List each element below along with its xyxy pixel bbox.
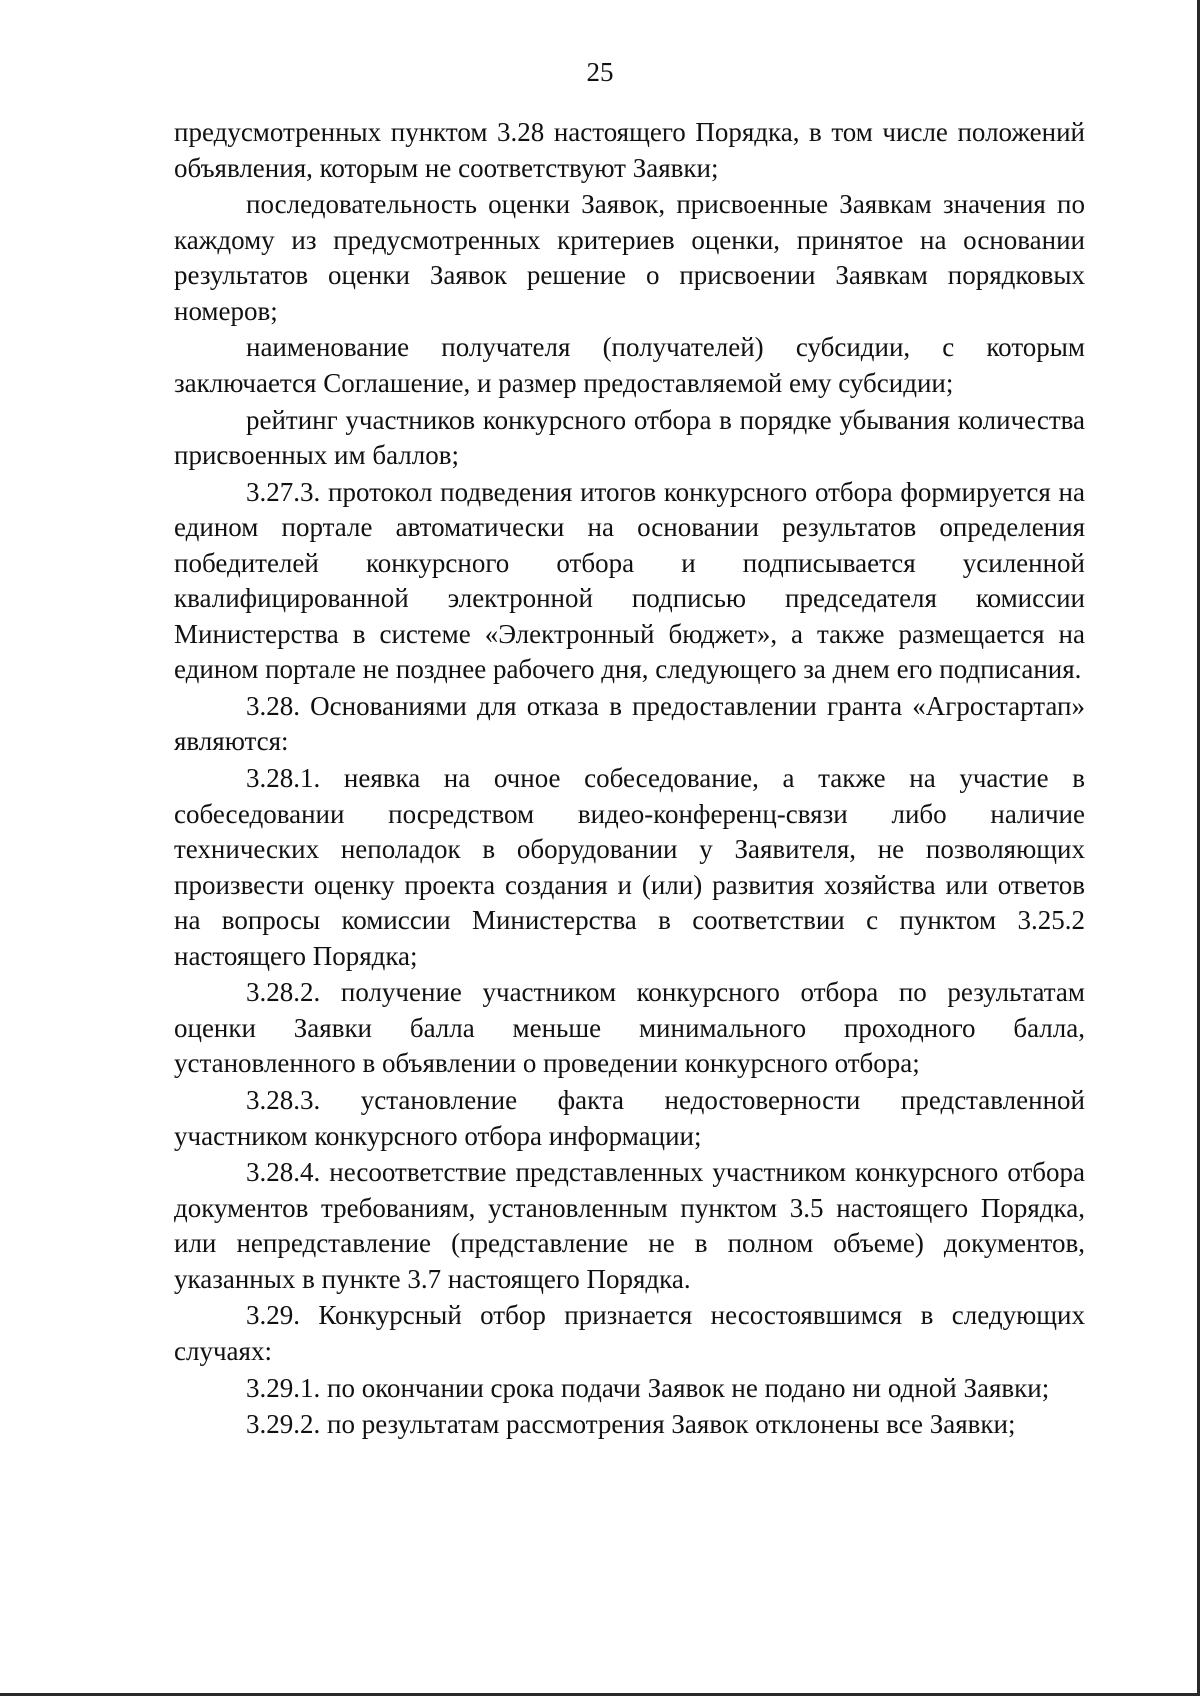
page-number: 25: [586, 57, 614, 87]
paragraph-continuation: предусмотренных пунктом 3.28 настоящего Порядка, в том числе положений объявления, которым не соответствуют Заявки;: [174, 117, 1085, 183]
paragraph-3-28-1: 3.28.1. неявка на очное собеседование, а также на участие в собеседовании посредством видео-конференц-связи либо наличие технических неполадок в оборудовании у Заявителя, не позволяющих произвести оценку проекта создания и (или) развития хозяйства или ответов на вопросы комиссии Министерства в соответствии с пунктом 3.25.2 настоящего Порядка;: [174, 763, 1085, 971]
paragraph-3-27-3: 3.27.3. протокол подведения итогов конкурсного отбора формируется на едином портале автоматически на основании результатов определения победителей конкурсного отбора и подписывается усиленной квалифицированной электронной подписью председателя комиссии Министерства в системе «Электронный бюджет», а также размещается на едином портале не позднее рабочего дня, следующего за днем его подписания.: [174, 476, 1085, 685]
paragraph-3-28-2: 3.28.2. получение участником конкурсного отбора по результатам оценки Заявки балла меньше минимального проходного балла, установленного в объявлении о проведении конкурсного отбора;: [174, 977, 1085, 1079]
paragraph-3-29-1: 3.29.1. по окончании срока подачи Заявок не подано ни одной Заявки;: [246, 1372, 1050, 1403]
paragraph-3-29: 3.29. Конкурсный отбор признается несостоявшимся в следующих случаях:: [174, 1300, 1085, 1366]
document-body: [174, 115, 1085, 1444]
paragraph-3-28-4: 3.28.4. несоответствие представленных участником конкурсного отбора документов требованиям, установленным пунктом 3.5 настоящего Порядка, или непредставление (представление не в полном объеме) документов, указанных в пункте 3.7 настоящего Порядка.: [174, 1157, 1085, 1294]
paragraph-evaluation-sequence: последовательность оценки Заявок, присвоенные Заявкам значения по каждому из предусмотренных критериев оценки, принятое на основании результатов оценки Заявок решение о присвоении Заявкам порядковых номеров;: [174, 189, 1085, 326]
paragraph-3-28: 3.28. Основаниями для отказа в предоставлении гранта «Агростартап» являются:: [174, 690, 1085, 757]
paragraph-rating: рейтинг участников конкурсного отбора в порядке убывания количества присвоенных им баллов;: [174, 404, 1085, 471]
paragraph-3-29-2: 3.29.2. по результатам рассмотрения Заявок отклонены все Заявки;: [246, 1409, 1016, 1440]
paragraph-3-28-3: 3.28.3. установление факта недостоверности представленной участником конкурсного отбора информации;: [174, 1085, 1085, 1151]
paragraph-recipient-name: наименование получателя (получателей) субсидии, с которым заключается Соглашение, и размер предоставляемой ему субсидии;: [174, 332, 1085, 398]
